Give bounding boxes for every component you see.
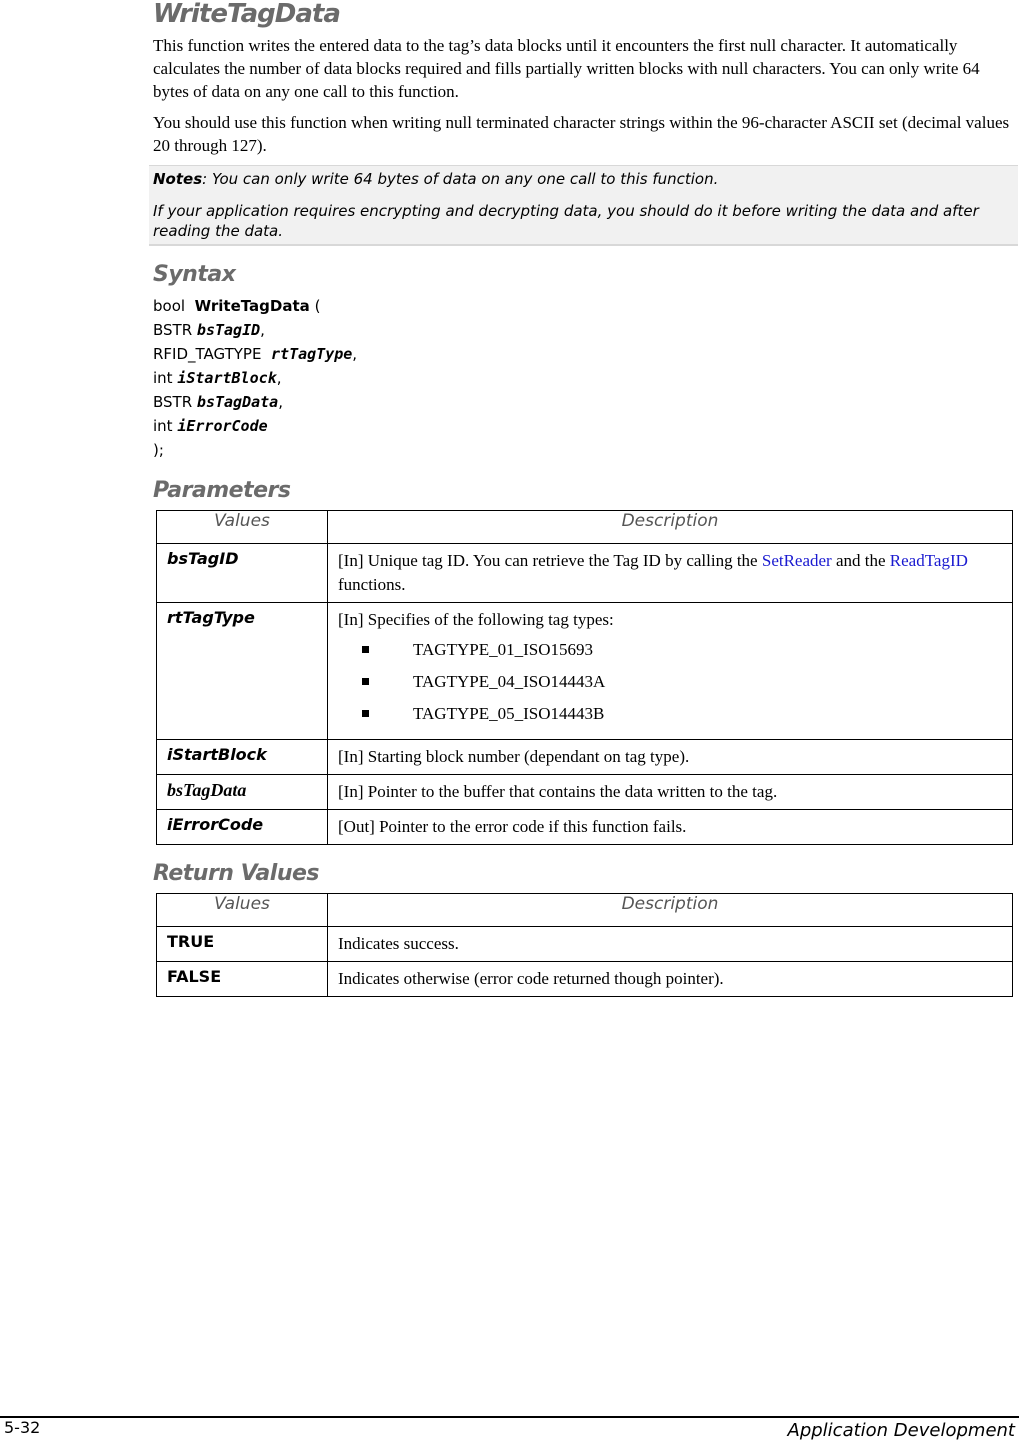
- intro-paragraph-2: You should use this function when writing null terminated character strings within the 96-character ASCII set (decimal values 20 through 127).: [153, 113, 1010, 155]
- column-header-description: Description: [328, 511, 1013, 544]
- tag-type-list: [338, 638, 1002, 734]
- desc-text: and the: [831, 551, 890, 570]
- return-values-heading: Return Values: [153, 861, 319, 886]
- syntax-line: [153, 342, 1015, 366]
- table-row: [157, 740, 1013, 775]
- syntax-type: RFID_TAGTYPE: [153, 345, 262, 363]
- param-name: bsTagID: [157, 544, 328, 603]
- syntax-type: int: [153, 417, 173, 435]
- list-item: [362, 702, 1002, 734]
- return-value-name: TRUE: [157, 927, 328, 962]
- syntax-line: [153, 318, 1015, 342]
- notes-line-1: [153, 169, 1018, 189]
- page-number: 5-32: [4, 1418, 41, 1437]
- syntax-type: int: [153, 369, 173, 387]
- param-description: [328, 603, 1013, 740]
- syntax-open-paren: (: [314, 297, 321, 315]
- function-title: WriteTagData: [153, 0, 340, 29]
- tag-type-label: TAGTYPE_01_ISO15693: [413, 640, 593, 659]
- syntax-comma: ,: [352, 345, 358, 363]
- list-item: [362, 638, 1002, 670]
- footer-section-title: Application Development: [787, 1420, 1015, 1441]
- return-value-name: FALSE: [157, 962, 328, 997]
- syntax-comma: ,: [260, 321, 265, 339]
- syntax-line: [153, 366, 1015, 390]
- param-description: [In] Pointer to the buffer that contains the data written to the tag.: [328, 775, 1013, 810]
- table-row: [157, 775, 1013, 810]
- column-header-description: Description: [328, 894, 1013, 927]
- syntax-param: bsTagID: [196, 321, 261, 339]
- notes-line-2: If your application requires encrypting and decrypting data, you should do it before writing the data and after reading the data.: [153, 202, 979, 240]
- desc-text: functions.: [338, 575, 406, 594]
- document-body: [153, 0, 1015, 997]
- square-bullet-icon: [362, 678, 369, 685]
- tag-type-label: TAGTYPE_05_ISO14443B: [413, 704, 605, 723]
- syntax-line: [153, 390, 1015, 414]
- syntax-heading: Syntax: [153, 262, 236, 287]
- setreader-link[interactable]: SetReader: [761, 551, 832, 570]
- square-bullet-icon: [362, 646, 369, 653]
- syntax-comma: ,: [276, 369, 282, 387]
- return-values-table: [156, 893, 1013, 997]
- syntax-param: bsTagData: [196, 393, 279, 411]
- desc-text: [In] Specifies of the following tag types:: [338, 610, 614, 629]
- intro-paragraph-1: This function writes the entered data to the tag’s data blocks until it encounters the first null character. It automatically calculates the number of data blocks required and fills partially written blocks with null characters. You can only write 64 bytes of data on any one call to this function.: [153, 36, 980, 101]
- syntax-line: [153, 294, 1015, 318]
- param-name: iStartBlock: [157, 740, 328, 775]
- param-name: bsTagData: [157, 775, 328, 810]
- square-bullet-icon: [362, 710, 369, 717]
- table-row: [157, 962, 1013, 997]
- readtagid-link[interactable]: ReadTagID: [889, 551, 968, 570]
- parameters-heading: Parameters: [153, 478, 291, 503]
- return-value-description: Indicates success.: [328, 927, 1013, 962]
- syntax-type: BSTR: [153, 393, 193, 411]
- notes-text-1: : You can only write 64 bytes of data on any one call to this function.: [202, 170, 719, 188]
- syntax-comma: ,: [278, 393, 283, 411]
- table-header-row: [157, 894, 1013, 927]
- param-name: iErrorCode: [157, 810, 328, 845]
- param-name: rtTagType: [157, 603, 328, 740]
- notes-label: Notes: [153, 170, 203, 188]
- desc-text: [In] Unique tag ID. You can retrieve the Tag ID by calling the: [338, 551, 762, 570]
- table-row: [157, 544, 1013, 603]
- list-item: [362, 670, 1002, 702]
- notes-box: [149, 165, 1018, 246]
- table-row: [157, 603, 1013, 740]
- syntax-block: [153, 294, 1015, 462]
- return-value-description: Indicates otherwise (error code returned though pointer).: [328, 962, 1013, 997]
- parameters-table: [156, 510, 1013, 845]
- table-row: [157, 927, 1013, 962]
- param-description: [Out] Pointer to the error code if this function fails.: [328, 810, 1013, 845]
- table-header-row: [157, 511, 1013, 544]
- syntax-close: );: [153, 441, 164, 459]
- param-description: [328, 544, 1013, 603]
- syntax-type: BSTR: [153, 321, 193, 339]
- syntax-function-name: WriteTagData: [194, 297, 310, 315]
- column-header-values: Values: [157, 894, 328, 927]
- column-header-values: Values: [157, 511, 328, 544]
- syntax-line: [153, 414, 1015, 438]
- tag-type-label: TAGTYPE_04_ISO14443A: [413, 672, 606, 691]
- syntax-param: iErrorCode: [177, 417, 268, 435]
- syntax-param: rtTagType: [271, 345, 353, 363]
- param-description: [In] Starting block number (dependant on tag type).: [328, 740, 1013, 775]
- syntax-type: bool: [153, 297, 186, 315]
- table-row: [157, 810, 1013, 845]
- footer-divider: [0, 1416, 1019, 1418]
- syntax-param: iStartBlock: [177, 369, 277, 387]
